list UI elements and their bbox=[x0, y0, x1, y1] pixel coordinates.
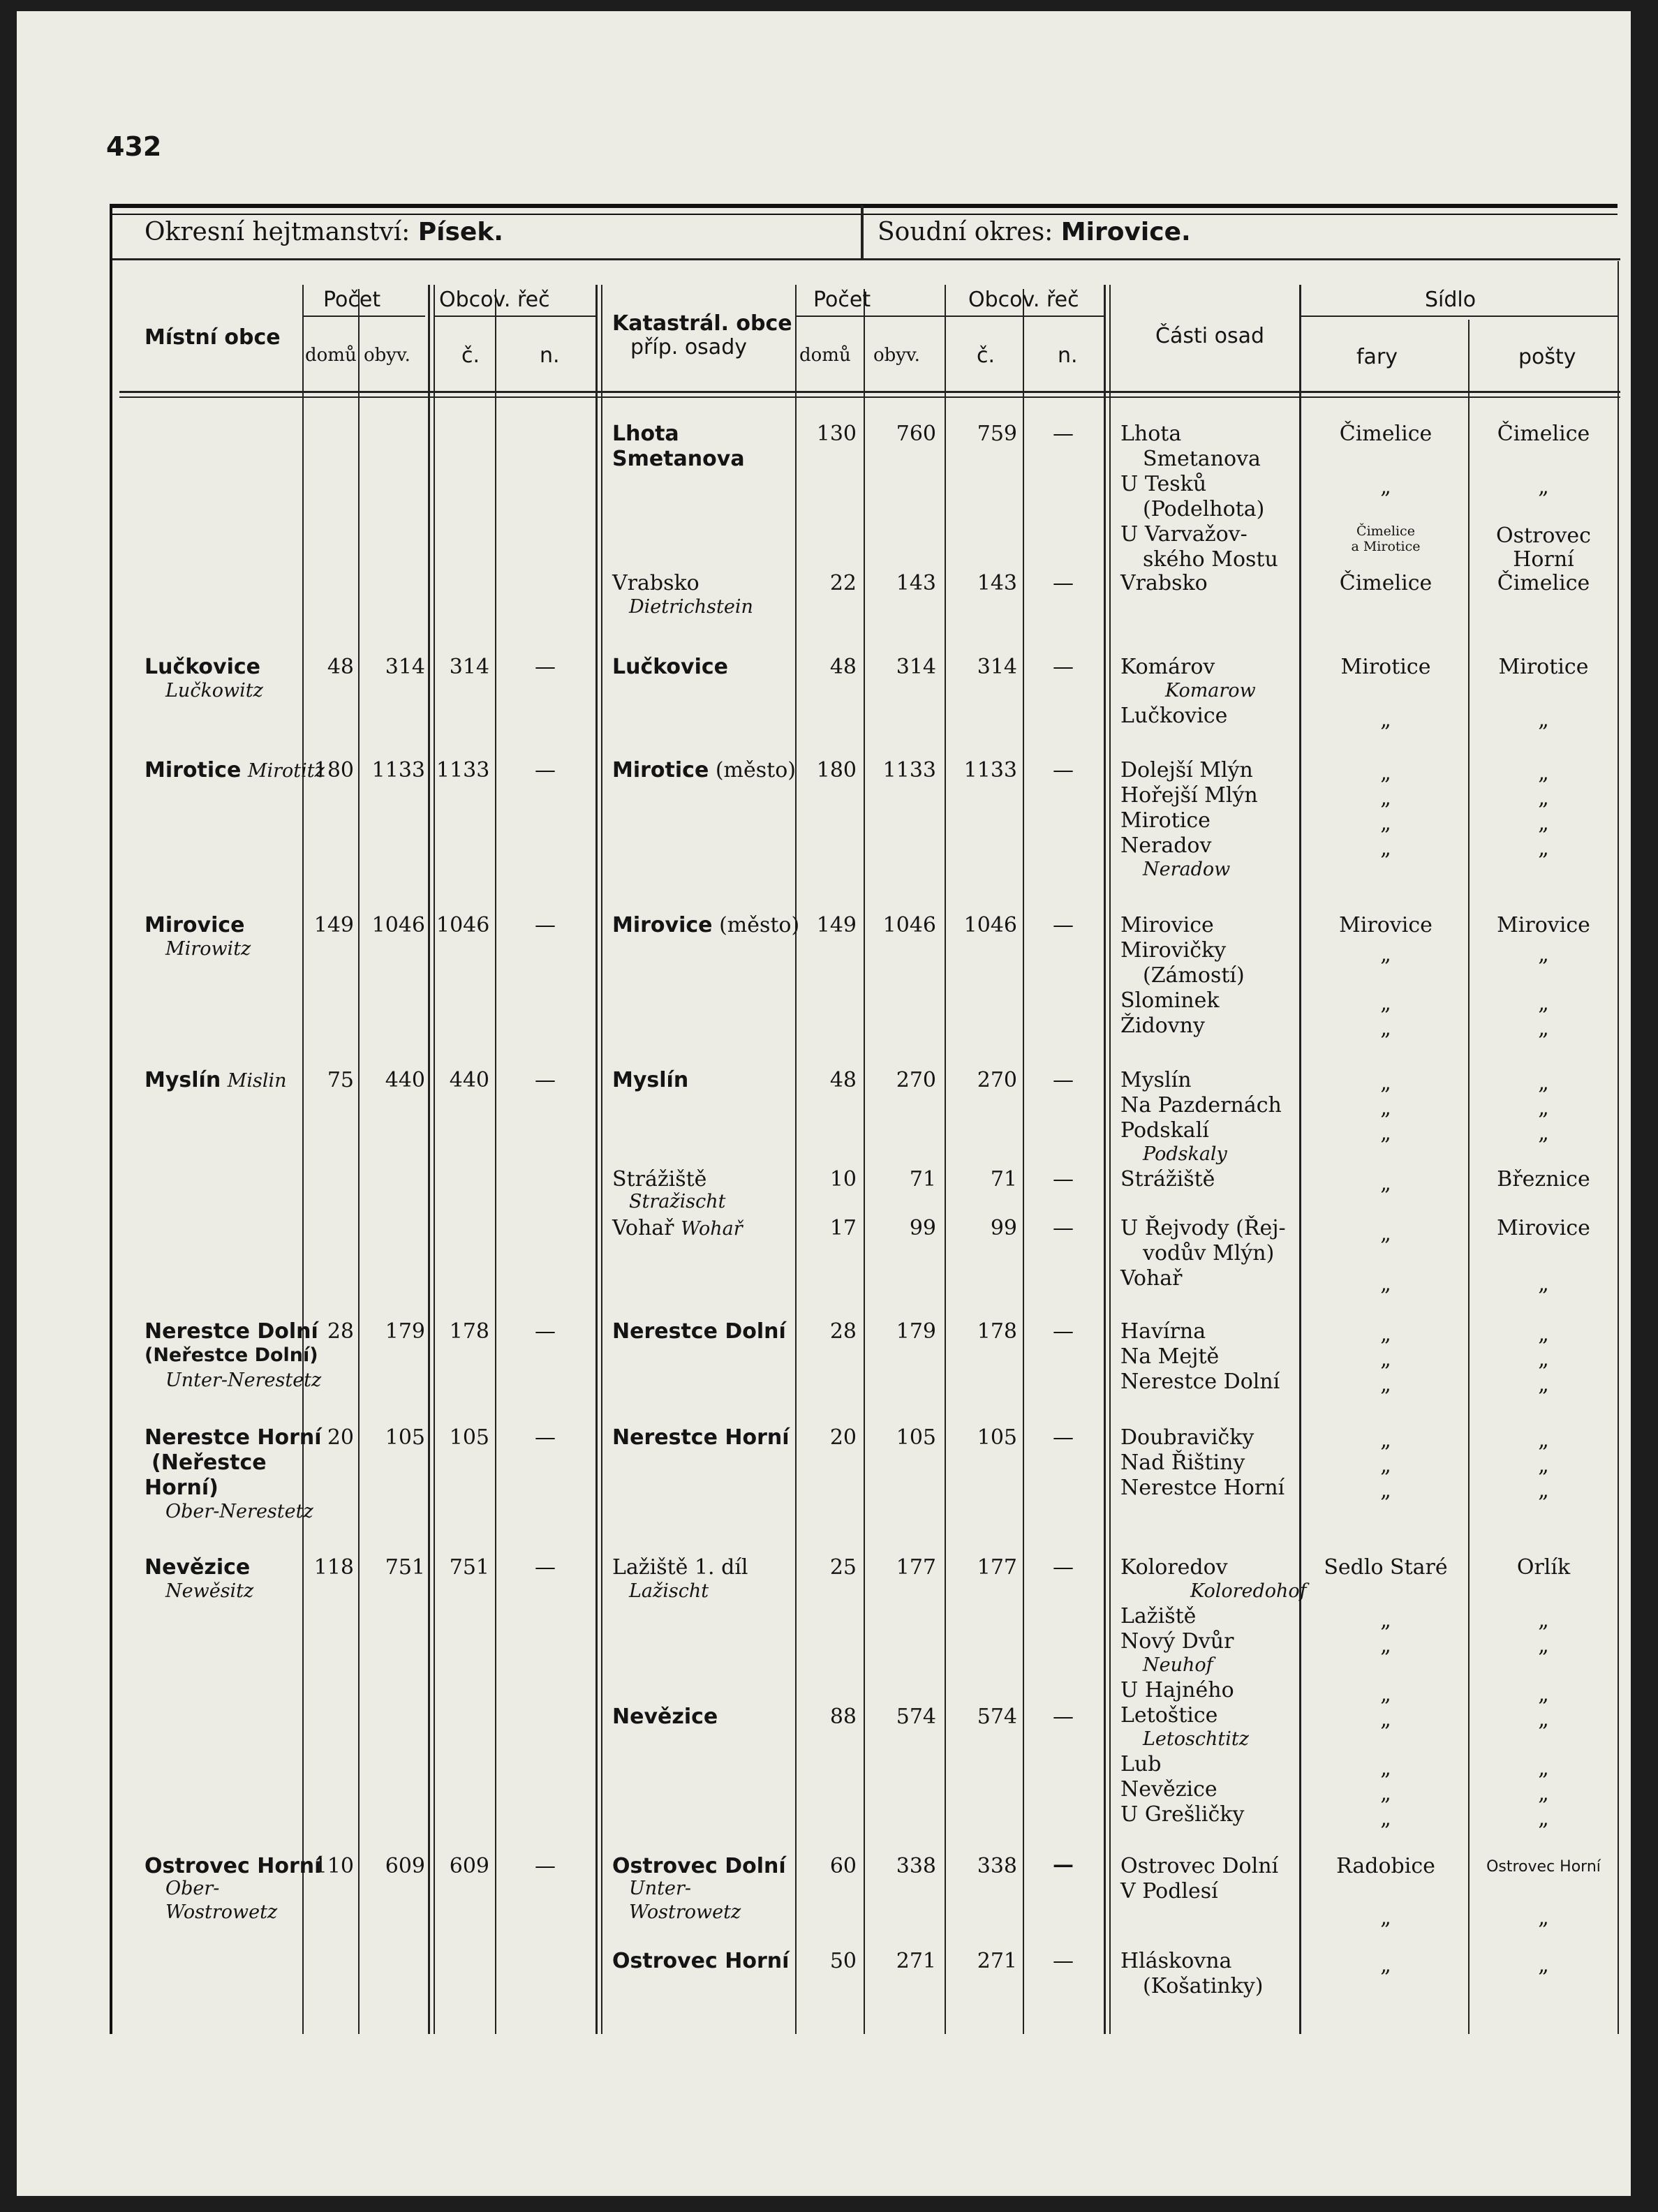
table-cell: Myslín Mislin bbox=[145, 1068, 287, 1092]
table-cell: — bbox=[1053, 1949, 1074, 1973]
table-cell: — bbox=[535, 758, 556, 782]
table-cell: Nový Dvůr bbox=[1120, 1629, 1234, 1654]
table-cell: 314 bbox=[896, 655, 936, 679]
table-cell: Vrabsko bbox=[612, 571, 700, 595]
table-cell: U Grešličky bbox=[1120, 1802, 1245, 1827]
table-cell: „ bbox=[1538, 1372, 1549, 1397]
table-cell: Stražischt bbox=[629, 1191, 726, 1212]
table-cell: „ bbox=[1538, 1322, 1549, 1346]
table-cell: 48 bbox=[829, 1068, 857, 1092]
table-cell: Horní) bbox=[145, 1476, 219, 1500]
table-cell: 22 bbox=[829, 571, 857, 595]
table-cell: Hláskovna bbox=[1120, 1949, 1232, 1973]
table-cell: Židovny bbox=[1120, 1014, 1205, 1038]
table-cell: „ bbox=[1538, 1707, 1549, 1732]
table-cell: Ostrovec Dolní bbox=[1120, 1854, 1279, 1878]
table-cell: Lučkovice bbox=[145, 655, 260, 679]
table-cell: Koloredohof bbox=[1190, 1580, 1307, 1602]
table-cell: 180 bbox=[816, 758, 857, 782]
table-cell: „ bbox=[1380, 1633, 1391, 1658]
table-cell: „ bbox=[1380, 1953, 1391, 1977]
table-cell: — bbox=[1053, 655, 1074, 679]
table-cell: 10 bbox=[829, 1167, 857, 1192]
okres-value: Písek. bbox=[417, 218, 503, 246]
table-cell: — bbox=[1053, 758, 1074, 782]
table-cell: — bbox=[1053, 1167, 1074, 1192]
table-cell: Ostrovec Horní bbox=[1486, 1858, 1601, 1876]
table-cell: Unter- bbox=[629, 1878, 692, 1899]
table-cell: Nerestce Horní bbox=[145, 1425, 322, 1450]
table-cell: Mirovice bbox=[1497, 1216, 1590, 1240]
col-fary: fary bbox=[1356, 345, 1398, 369]
table-cell: 440 bbox=[385, 1068, 425, 1092]
table-cell: a Mirotice bbox=[1351, 539, 1421, 554]
table-cell: 118 bbox=[313, 1555, 354, 1580]
table-cell: 759 bbox=[977, 422, 1017, 446]
table-cell: Mirotice (město) bbox=[612, 758, 796, 782]
table-cell: „ bbox=[1380, 708, 1391, 732]
table-cell: Lub bbox=[1120, 1752, 1162, 1776]
table-cell: 1046 bbox=[963, 913, 1017, 937]
table-cell: „ bbox=[1380, 1322, 1391, 1346]
table-cell: „ bbox=[1380, 786, 1391, 810]
gazetteer-table bbox=[110, 205, 1620, 2034]
table-cell: 609 bbox=[385, 1854, 425, 1878]
table-cell: Lažiště 1. díl bbox=[612, 1555, 748, 1580]
col-domu-2: domů bbox=[799, 345, 851, 366]
table-cell: Orlík bbox=[1516, 1555, 1571, 1580]
table-cell: 71 bbox=[909, 1167, 936, 1192]
table-cell: 105 bbox=[977, 1425, 1017, 1450]
col-casti-osad: Části osad bbox=[1155, 324, 1265, 348]
table-cell: Horní bbox=[1513, 547, 1574, 572]
table-cell: Čimelice bbox=[1339, 422, 1433, 446]
table-cell: „ bbox=[1380, 1682, 1391, 1707]
table-cell: vodův Mlýn) bbox=[1143, 1241, 1275, 1265]
table-cell: Vohař Wohař bbox=[612, 1216, 743, 1240]
document-page bbox=[17, 11, 1631, 2196]
table-cell: 609 bbox=[449, 1854, 489, 1878]
table-cell: — bbox=[1053, 1853, 1074, 1877]
table-cell: Myslín bbox=[1120, 1068, 1192, 1092]
table-cell: — bbox=[1053, 913, 1074, 937]
table-cell: (Zámostí) bbox=[1143, 963, 1245, 988]
table-cell: 28 bbox=[327, 1319, 354, 1344]
table-cell: 179 bbox=[385, 1319, 425, 1344]
table-cell: „ bbox=[1380, 1222, 1391, 1246]
table-cell: 60 bbox=[829, 1854, 857, 1878]
table-cell: „ bbox=[1538, 1953, 1549, 1977]
table-cell: „ bbox=[1380, 1756, 1391, 1781]
table-cell: 760 bbox=[896, 422, 936, 446]
table-cell: — bbox=[535, 1068, 556, 1092]
table-cell: — bbox=[535, 1425, 556, 1450]
table-cell: „ bbox=[1538, 1781, 1549, 1806]
table-cell: (Košatinky) bbox=[1143, 1974, 1264, 1998]
table-cell: 25 bbox=[829, 1555, 857, 1580]
table-cell: Nerestce Horní bbox=[612, 1425, 790, 1450]
table-cell: — bbox=[1053, 422, 1074, 446]
table-cell: Mirovice bbox=[1339, 913, 1433, 937]
table-cell: — bbox=[1053, 1216, 1074, 1240]
table-cell: „ bbox=[1538, 1633, 1549, 1658]
table-cell: (Neřestce Dolní) bbox=[145, 1344, 318, 1366]
table-cell: Ostrovec Horní bbox=[612, 1949, 790, 1973]
table-cell: 179 bbox=[896, 1319, 936, 1344]
okres-line: Okresní hejtmanství: Písek. bbox=[145, 218, 503, 246]
table-cell: Mirovice bbox=[1120, 913, 1214, 937]
table-cell: Ostrovec Horní bbox=[145, 1854, 322, 1878]
table-cell: Nerestce Dolní bbox=[1120, 1369, 1280, 1394]
table-cell: 178 bbox=[449, 1319, 489, 1344]
col-mistni-obce: Místní obce bbox=[145, 325, 281, 350]
table-cell: Čimelice bbox=[1356, 524, 1415, 539]
table-cell: 50 bbox=[829, 1949, 857, 1973]
table-cell: Ostrovec bbox=[1496, 524, 1591, 548]
table-cell: Smetanova bbox=[612, 447, 745, 471]
table-cell: 271 bbox=[896, 1949, 936, 1973]
table-cell: Mirovice (město) bbox=[612, 913, 800, 937]
table-cell: „ bbox=[1380, 1906, 1391, 1930]
table-cell: Lhota bbox=[612, 422, 679, 446]
table-cell: Lažiště bbox=[1120, 1604, 1197, 1628]
table-cell: (Neřestce bbox=[151, 1450, 267, 1475]
table-cell: ského Mostu bbox=[1143, 547, 1278, 572]
table-cell: Nerestce Dolní bbox=[145, 1319, 318, 1344]
table-cell: „ bbox=[1380, 811, 1391, 836]
table-cell: 314 bbox=[385, 655, 425, 679]
table-cell: U Tesků bbox=[1120, 472, 1207, 496]
table-cell: „ bbox=[1538, 1682, 1549, 1707]
table-cell: Mirovičky bbox=[1120, 938, 1227, 963]
table-cell: „ bbox=[1538, 942, 1549, 967]
table-cell: 177 bbox=[896, 1555, 936, 1580]
table-cell: „ bbox=[1380, 1096, 1391, 1120]
col-obyv: obyv. bbox=[364, 345, 410, 366]
table-cell: Koloredov bbox=[1120, 1555, 1228, 1580]
table-cell: 1133 bbox=[882, 758, 936, 782]
table-cell: Lhota bbox=[1120, 422, 1182, 446]
table-cell: Nerestce Horní bbox=[1120, 1476, 1285, 1500]
table-cell: „ bbox=[1538, 475, 1549, 499]
table-cell: 130 bbox=[816, 422, 857, 446]
table-cell: Mirovice bbox=[145, 913, 245, 937]
table-cell: Nevězice bbox=[145, 1555, 251, 1580]
soud-value: Mirovice. bbox=[1060, 218, 1191, 246]
table-cell: 574 bbox=[977, 1705, 1017, 1729]
table-cell: 48 bbox=[327, 655, 354, 679]
table-cell: Ober-Nerestetz bbox=[165, 1501, 313, 1522]
table-cell: „ bbox=[1380, 1806, 1391, 1831]
table-cell: „ bbox=[1538, 1806, 1549, 1831]
table-cell: Na Mejtě bbox=[1120, 1344, 1220, 1369]
table-cell: Ober- bbox=[165, 1878, 220, 1899]
table-cell: 314 bbox=[449, 655, 489, 679]
col-n-2: n. bbox=[1058, 343, 1078, 368]
table-cell: — bbox=[535, 913, 556, 937]
table-cell: „ bbox=[1538, 1478, 1549, 1503]
table-cell: 338 bbox=[896, 1854, 936, 1878]
table-cell: „ bbox=[1380, 1781, 1391, 1806]
table-cell: Wostrowetz bbox=[629, 1901, 741, 1923]
table-cell: Mirotice Mirotitz bbox=[145, 758, 325, 782]
col-c-2: č. bbox=[977, 343, 995, 368]
table-cell: (Podelhota) bbox=[1143, 497, 1265, 521]
table-cell: „ bbox=[1380, 991, 1391, 1016]
table-cell: Podskaly bbox=[1143, 1143, 1227, 1165]
table-cell: „ bbox=[1538, 1347, 1549, 1372]
table-cell: 105 bbox=[449, 1425, 489, 1450]
table-cell: Nad Řištiny bbox=[1120, 1450, 1245, 1475]
table-cell: 20 bbox=[327, 1425, 354, 1450]
table-cell: „ bbox=[1380, 1071, 1391, 1095]
table-cell: „ bbox=[1538, 786, 1549, 810]
col-obcov-rec-2: Obcov. řeč bbox=[968, 288, 1079, 312]
table-cell: 751 bbox=[449, 1555, 489, 1580]
col-pocet: Počet bbox=[323, 288, 381, 312]
table-cell: Lučkovice bbox=[612, 655, 728, 679]
table-cell: „ bbox=[1380, 475, 1391, 499]
table-cell: 99 bbox=[909, 1216, 936, 1240]
table-cell: „ bbox=[1380, 1608, 1391, 1633]
table-cell: Dietrichstein bbox=[629, 596, 753, 618]
table-cell: „ bbox=[1380, 1453, 1391, 1478]
table-cell: 28 bbox=[829, 1319, 857, 1344]
table-cell: Lučkowitz bbox=[165, 680, 263, 702]
table-cell: — bbox=[1053, 1068, 1074, 1092]
table-cell: Lučkovice bbox=[1120, 704, 1228, 728]
col-pocet-2: Počet bbox=[813, 288, 871, 312]
table-cell: 105 bbox=[385, 1425, 425, 1450]
table-cell: „ bbox=[1538, 1071, 1549, 1095]
table-cell: — bbox=[535, 1319, 556, 1344]
table-cell: 75 bbox=[327, 1068, 354, 1092]
table-cell: Březnice bbox=[1497, 1167, 1590, 1192]
table-cell: Mirowitz bbox=[165, 938, 251, 960]
table-cell: 314 bbox=[977, 655, 1017, 679]
table-cell: Mirotice bbox=[1340, 655, 1431, 679]
table-cell: Havírna bbox=[1120, 1319, 1206, 1344]
table-cell: „ bbox=[1538, 1906, 1549, 1930]
table-cell: 1133 bbox=[963, 758, 1017, 782]
table-cell: 1133 bbox=[371, 758, 425, 782]
table-cell: — bbox=[535, 1555, 556, 1580]
col-obyv-2: obyv. bbox=[873, 345, 920, 366]
table-cell: „ bbox=[1380, 1347, 1391, 1372]
table-cell: 338 bbox=[977, 1854, 1017, 1878]
table-cell: Nevězice bbox=[612, 1705, 718, 1729]
table-cell: Smetanova bbox=[1143, 447, 1261, 471]
table-cell: — bbox=[1053, 1319, 1074, 1344]
table-cell: 17 bbox=[829, 1216, 857, 1240]
table-cell: 270 bbox=[977, 1068, 1017, 1092]
table-cell: Mirotice bbox=[1120, 808, 1211, 833]
table-cell: „ bbox=[1538, 836, 1549, 861]
page-number: 432 bbox=[106, 131, 162, 162]
col-katastr-1: Katastrál. obce bbox=[612, 311, 792, 336]
table-cell: 177 bbox=[977, 1555, 1017, 1580]
col-c: č. bbox=[461, 343, 480, 368]
table-cell: U Varvažov- bbox=[1120, 522, 1248, 547]
table-cell: Komarow bbox=[1165, 680, 1256, 702]
table-cell: 270 bbox=[896, 1068, 936, 1092]
col-domu: domů bbox=[305, 345, 357, 366]
table-cell: 105 bbox=[896, 1425, 936, 1450]
table-cell: 180 bbox=[313, 758, 354, 782]
table-cell: Dolejší Mlýn bbox=[1120, 758, 1253, 782]
table-cell: 143 bbox=[977, 571, 1017, 595]
table-cell: „ bbox=[1538, 708, 1549, 732]
table-cell: „ bbox=[1538, 1756, 1549, 1781]
table-cell: 110 bbox=[313, 1854, 354, 1878]
table-cell: — bbox=[1053, 571, 1074, 595]
table-cell: U Hajného bbox=[1120, 1678, 1234, 1702]
table-cell: — bbox=[1053, 1425, 1074, 1450]
table-cell: 440 bbox=[449, 1068, 489, 1092]
table-cell: Newěsitz bbox=[165, 1580, 254, 1602]
table-cell: Nerestce Dolní bbox=[612, 1319, 786, 1344]
col-katastr-2: příp. osady bbox=[630, 335, 747, 359]
table-cell: Sedlo Staré bbox=[1324, 1555, 1448, 1580]
table-cell: „ bbox=[1380, 1121, 1391, 1145]
table-cell: U Řejvody (Řej- bbox=[1120, 1216, 1286, 1240]
table-cell: Lažischt bbox=[629, 1580, 709, 1602]
table-cell: Neradov bbox=[1120, 833, 1212, 858]
soud-line: Soudní okres: Mirovice. bbox=[878, 218, 1191, 246]
table-cell: Mirotice bbox=[1498, 655, 1589, 679]
table-cell: „ bbox=[1380, 1171, 1391, 1196]
table-cell: Doubravičky bbox=[1120, 1425, 1254, 1450]
table-cell: — bbox=[1053, 1555, 1074, 1580]
table-cell: 1046 bbox=[882, 913, 936, 937]
table-cell: „ bbox=[1538, 811, 1549, 836]
table-cell: „ bbox=[1538, 1016, 1549, 1041]
table-cell: 88 bbox=[829, 1705, 857, 1729]
table-cell: Letoštice bbox=[1120, 1703, 1218, 1728]
table-cell: Nevězice bbox=[1120, 1777, 1217, 1802]
table-cell: Komárov bbox=[1120, 655, 1215, 679]
col-n: n. bbox=[540, 343, 560, 368]
table-cell: „ bbox=[1538, 1453, 1549, 1478]
table-cell: „ bbox=[1538, 1428, 1549, 1453]
table-cell: „ bbox=[1538, 761, 1549, 785]
col-sidlo: Sídlo bbox=[1425, 288, 1476, 312]
col-posty: pošty bbox=[1518, 345, 1576, 369]
table-cell: — bbox=[535, 655, 556, 679]
table-cell: „ bbox=[1380, 1428, 1391, 1453]
table-cell: Na Pazdernách bbox=[1120, 1093, 1282, 1118]
table-cell: Unter-Nerestetz bbox=[165, 1369, 322, 1391]
table-cell: Strážiště bbox=[1120, 1167, 1215, 1192]
table-cell: Neuhof bbox=[1143, 1654, 1213, 1676]
table-cell: 271 bbox=[977, 1949, 1017, 1973]
table-cell: Čimelice bbox=[1497, 422, 1590, 446]
table-cell: „ bbox=[1538, 1608, 1549, 1633]
table-cell: Letoschtitz bbox=[1143, 1728, 1249, 1750]
table-cell: „ bbox=[1380, 1272, 1391, 1296]
table-cell: V Podlesí bbox=[1120, 1879, 1218, 1903]
table-cell: Slominek bbox=[1120, 988, 1220, 1013]
table-cell: Vrabsko bbox=[1120, 571, 1208, 595]
table-cell: Čimelice bbox=[1497, 571, 1590, 595]
table-cell: 143 bbox=[896, 571, 936, 595]
table-cell: 751 bbox=[385, 1555, 425, 1580]
table-cell: Strážiště bbox=[612, 1167, 707, 1192]
table-cell: 1046 bbox=[371, 913, 425, 937]
table-cell: Hořejší Mlýn bbox=[1120, 783, 1258, 808]
table-cell: „ bbox=[1380, 761, 1391, 785]
table-cell: 71 bbox=[990, 1167, 1017, 1192]
table-cell: 48 bbox=[829, 655, 857, 679]
table-cell: Myslín bbox=[612, 1068, 689, 1092]
table-cell: Mirovice bbox=[1497, 913, 1590, 937]
col-obcov-rec: Obcov. řeč bbox=[439, 288, 550, 312]
table-cell: 149 bbox=[816, 913, 857, 937]
table-cell: „ bbox=[1380, 836, 1391, 861]
table-cell: „ bbox=[1538, 991, 1549, 1016]
table-cell: „ bbox=[1538, 1096, 1549, 1120]
table-cell: 149 bbox=[313, 913, 354, 937]
table-cell: „ bbox=[1380, 1707, 1391, 1732]
table-cell: 1046 bbox=[436, 913, 490, 937]
table-cell: „ bbox=[1380, 942, 1391, 967]
table-cell: 1133 bbox=[436, 758, 490, 782]
table-cell: Ostrovec Dolní bbox=[612, 1854, 786, 1878]
table-cell: 574 bbox=[896, 1705, 936, 1729]
table-cell: „ bbox=[1538, 1121, 1549, 1145]
table-cell: 20 bbox=[829, 1425, 857, 1450]
table-cell: „ bbox=[1380, 1372, 1391, 1397]
table-cell: Radobice bbox=[1336, 1854, 1435, 1878]
table-cell: — bbox=[535, 1854, 556, 1878]
table-cell: Wostrowetz bbox=[165, 1901, 278, 1923]
table-cell: „ bbox=[1380, 1016, 1391, 1041]
table-cell: — bbox=[1053, 1705, 1074, 1729]
table-cell: „ bbox=[1380, 1478, 1391, 1503]
table-cell: Neradow bbox=[1143, 859, 1231, 880]
table-cell: „ bbox=[1538, 1272, 1549, 1296]
table-cell: Vohař bbox=[1120, 1266, 1183, 1291]
table-cell: 178 bbox=[977, 1319, 1017, 1344]
table-cell: Podskalí bbox=[1120, 1118, 1209, 1143]
table-cell: 99 bbox=[990, 1216, 1017, 1240]
table-cell: Čimelice bbox=[1339, 571, 1433, 595]
